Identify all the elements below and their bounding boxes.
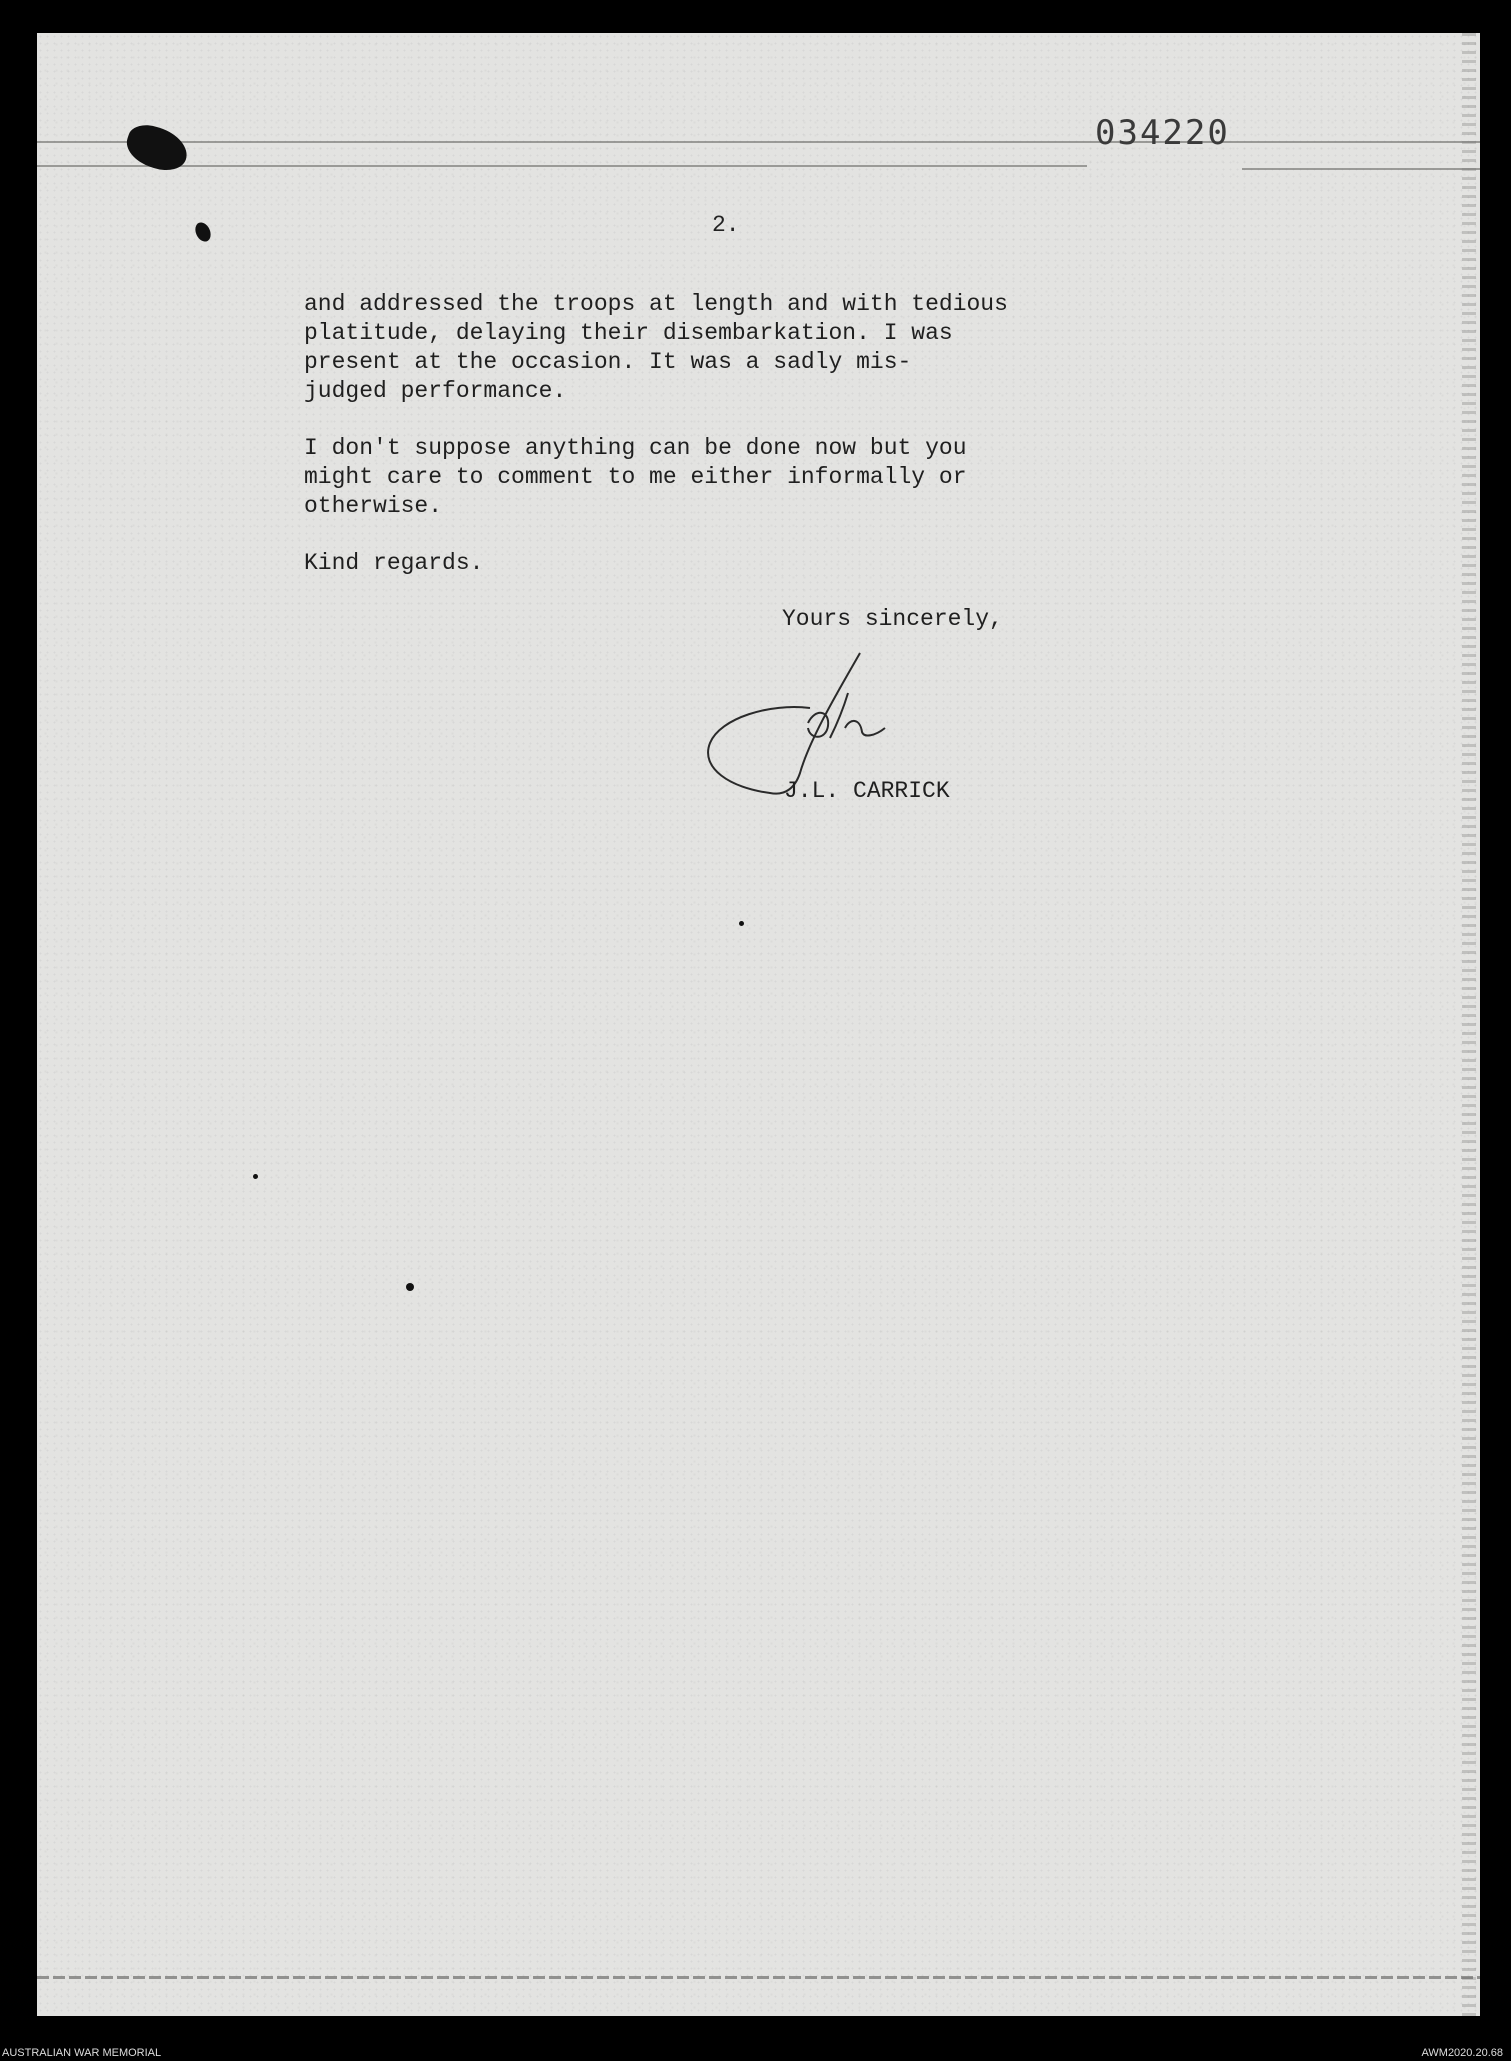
ink-blot (121, 119, 192, 176)
document-number: 034220 (1095, 113, 1230, 153)
ink-blot (192, 220, 213, 244)
ink-speck (253, 1174, 258, 1179)
footer-reference: AWM2020.20.68 (1421, 2047, 1503, 2059)
paragraph: Kind regards. (304, 550, 484, 576)
ink-speck (739, 921, 744, 926)
fold-line (37, 141, 1480, 143)
signatory-name: J.L. CARRICK (784, 778, 950, 804)
page-edge-shadow (1462, 33, 1476, 2016)
fold-line (37, 165, 1087, 167)
closing-line: Yours sincerely, (782, 606, 1003, 632)
fold-line (1242, 168, 1480, 170)
handwritten-signature (690, 648, 950, 798)
letter-body (304, 290, 1204, 606)
ink-speck (406, 1283, 414, 1291)
footer-archive-label: AUSTRALIAN WAR MEMORIAL (2, 2047, 162, 2059)
bottom-edge-mark (37, 1976, 1480, 1979)
page-number: 2. (712, 212, 740, 238)
paragraph: I don't suppose anything can be done now but you might care to comment to me either informally or otherwise. (304, 435, 967, 519)
paragraph: and addressed the troops at length and with tedious platitude, delaying their disembarkation. I was present at the occasion. It was a sadly mis- judged performance. (304, 291, 1008, 404)
